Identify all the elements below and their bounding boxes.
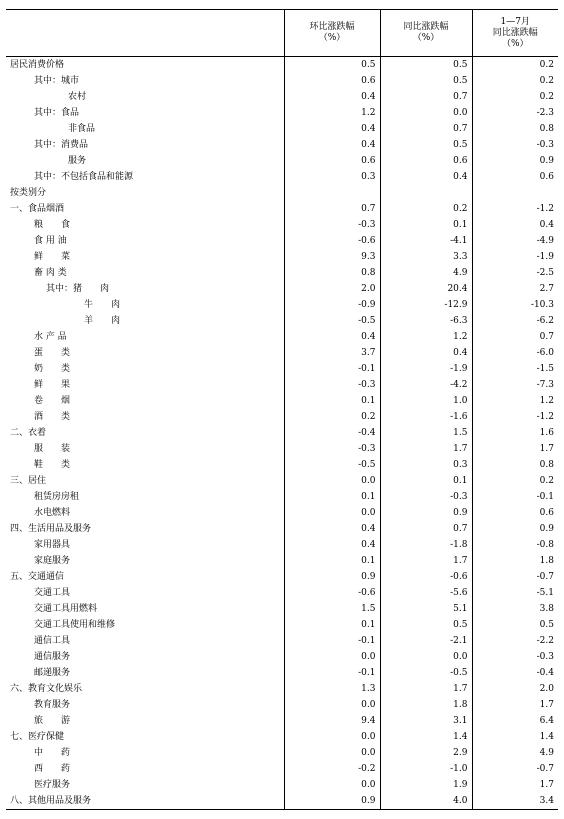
table-row bbox=[6, 121, 558, 137]
row-label: 通信服务 bbox=[34, 652, 71, 662]
header-mom: 环比涨跌幅 （%） bbox=[284, 10, 380, 57]
yoy-value: 5.1 bbox=[380, 601, 472, 617]
ytd-yoy-value: 1.6 bbox=[472, 425, 558, 441]
row-label: 鲜 果 bbox=[34, 380, 71, 390]
mom-value: 9.3 bbox=[284, 249, 380, 265]
mom-value: -0.2 bbox=[284, 761, 380, 777]
ytd-yoy-value: -0.1 bbox=[472, 489, 558, 505]
row-label: 酒 类 bbox=[34, 412, 71, 422]
yoy-value: 0.5 bbox=[380, 57, 472, 74]
yoy-value: 1.9 bbox=[380, 777, 472, 793]
ytd-yoy-value: -0.3 bbox=[472, 649, 558, 665]
mom-value: 0.4 bbox=[284, 121, 380, 137]
ytd-yoy-value: -1.9 bbox=[472, 249, 558, 265]
row-label: 通信工具 bbox=[34, 636, 71, 646]
yoy-value: -2.1 bbox=[380, 633, 472, 649]
yoy-value: -0.5 bbox=[380, 665, 472, 681]
ytd-yoy-value: 0.2 bbox=[472, 473, 558, 489]
ytd-yoy-value: 1.8 bbox=[472, 553, 558, 569]
mom-value: -0.3 bbox=[284, 377, 380, 393]
mom-value: 0.6 bbox=[284, 153, 380, 169]
yoy-value: 0.0 bbox=[380, 105, 472, 121]
yoy-value: 1.2 bbox=[380, 329, 472, 345]
header-yoy: 同比涨跌幅 （%） bbox=[380, 10, 472, 57]
mom-value: 0.1 bbox=[284, 617, 380, 633]
ytd-yoy-value: -5.1 bbox=[472, 585, 558, 601]
table-row bbox=[6, 745, 558, 761]
table-row bbox=[6, 409, 558, 425]
mom-value: 0.4 bbox=[284, 137, 380, 153]
mom-value: 0.8 bbox=[284, 265, 380, 281]
mom-value: 0.3 bbox=[284, 169, 380, 185]
mom-value: -0.4 bbox=[284, 425, 380, 441]
table-row bbox=[6, 105, 558, 121]
ytd-yoy-value: 3.8 bbox=[472, 601, 558, 617]
table-body bbox=[6, 57, 558, 810]
row-label: 非食品 bbox=[68, 124, 96, 134]
mom-value: 0.2 bbox=[284, 409, 380, 425]
yoy-value: -1.8 bbox=[380, 537, 472, 553]
table-row bbox=[6, 457, 558, 473]
row-label: 畜 肉 类 bbox=[34, 268, 67, 278]
yoy-value: 0.1 bbox=[380, 473, 472, 489]
row-label: 一、食品烟酒 bbox=[10, 204, 65, 214]
row-label: 旅 游 bbox=[34, 716, 71, 726]
table-row bbox=[6, 441, 558, 457]
yoy-value: 1.0 bbox=[380, 393, 472, 409]
table-row bbox=[6, 553, 558, 569]
cpi-table-container bbox=[6, 9, 558, 807]
yoy-value: 1.5 bbox=[380, 425, 472, 441]
mom-value: 0.4 bbox=[284, 89, 380, 105]
mom-value: 1.2 bbox=[284, 105, 380, 121]
mom-value: -0.1 bbox=[284, 633, 380, 649]
row-label: 中 药 bbox=[34, 748, 71, 758]
row-label: 二、衣着 bbox=[10, 428, 47, 438]
table-row bbox=[6, 761, 558, 777]
yoy-value: -6.3 bbox=[380, 313, 472, 329]
yoy-value: 0.6 bbox=[380, 153, 472, 169]
ytd-yoy-value: -1.2 bbox=[472, 409, 558, 425]
table-row bbox=[6, 313, 558, 329]
table-row bbox=[6, 633, 558, 649]
ytd-yoy-value: 2.7 bbox=[472, 281, 558, 297]
ytd-yoy-value: -0.3 bbox=[472, 137, 558, 153]
yoy-value: -0.3 bbox=[380, 489, 472, 505]
row-label: 家用器具 bbox=[34, 540, 71, 550]
table-row bbox=[6, 329, 558, 345]
mom-value: 0.7 bbox=[284, 201, 380, 217]
mom-value: 0.9 bbox=[284, 793, 380, 810]
yoy-value: 4.0 bbox=[380, 793, 472, 810]
row-label: 邮递服务 bbox=[34, 668, 71, 678]
row-label: 租赁房房租 bbox=[34, 492, 80, 502]
mom-value: 0.1 bbox=[284, 553, 380, 569]
row-label: 家庭服务 bbox=[34, 556, 71, 566]
ytd-yoy-value: 0.5 bbox=[472, 617, 558, 633]
table-row bbox=[6, 345, 558, 361]
mom-value: 0.0 bbox=[284, 473, 380, 489]
mom-value: -0.5 bbox=[284, 313, 380, 329]
row-label: 水 产 品 bbox=[34, 332, 67, 342]
row-label: 鲜 菜 bbox=[34, 252, 71, 262]
yoy-value: 1.7 bbox=[380, 441, 472, 457]
yoy-value: 0.7 bbox=[380, 521, 472, 537]
row-label: 粮 食 bbox=[34, 220, 71, 230]
ytd-yoy-value: 6.4 bbox=[472, 713, 558, 729]
yoy-value: 20.4 bbox=[380, 281, 472, 297]
row-label: 其中：不包括食品和能源 bbox=[34, 172, 134, 182]
row-label: 羊 肉 bbox=[84, 316, 121, 326]
ytd-yoy-value: -1.5 bbox=[472, 361, 558, 377]
ytd-yoy-value: -0.7 bbox=[472, 569, 558, 585]
mom-value: -0.9 bbox=[284, 297, 380, 313]
ytd-yoy-value: -2.5 bbox=[472, 265, 558, 281]
table-row bbox=[6, 249, 558, 265]
mom-value: -0.1 bbox=[284, 361, 380, 377]
mom-value: -0.1 bbox=[284, 665, 380, 681]
row-label: 八、其他用品及服务 bbox=[6, 793, 284, 810]
ytd-yoy-value: 4.9 bbox=[472, 745, 558, 761]
ytd-yoy-value: 0.6 bbox=[472, 505, 558, 521]
ytd-yoy-value bbox=[472, 185, 558, 201]
mom-value: -0.3 bbox=[284, 217, 380, 233]
row-label: 西 药 bbox=[34, 764, 71, 774]
ytd-yoy-value: 1.7 bbox=[472, 697, 558, 713]
row-label: 三、居住 bbox=[10, 476, 47, 486]
yoy-value: 1.7 bbox=[380, 681, 472, 697]
header-category bbox=[6, 10, 284, 57]
ytd-yoy-value: 0.9 bbox=[472, 153, 558, 169]
ytd-yoy-value: -2.2 bbox=[472, 633, 558, 649]
row-label: 按类别分 bbox=[10, 188, 47, 198]
ytd-yoy-value: 1.2 bbox=[472, 393, 558, 409]
table-row bbox=[6, 617, 558, 633]
yoy-value: 1.8 bbox=[380, 697, 472, 713]
cpi-table bbox=[6, 9, 558, 810]
mom-value: 0.0 bbox=[284, 745, 380, 761]
yoy-value: 0.1 bbox=[380, 217, 472, 233]
yoy-value: -1.9 bbox=[380, 361, 472, 377]
row-label: 农村 bbox=[68, 92, 87, 102]
table-row bbox=[6, 217, 558, 233]
mom-value: 0.0 bbox=[284, 649, 380, 665]
yoy-value: -1.6 bbox=[380, 409, 472, 425]
yoy-value bbox=[380, 185, 472, 201]
table-row bbox=[6, 601, 558, 617]
table-row bbox=[6, 185, 558, 201]
row-label: 卷 烟 bbox=[34, 396, 71, 406]
table-row bbox=[6, 569, 558, 585]
row-label: 鞋 类 bbox=[34, 460, 71, 470]
table-row bbox=[6, 489, 558, 505]
table-row bbox=[6, 681, 558, 697]
ytd-yoy-value: 1.7 bbox=[472, 441, 558, 457]
ytd-yoy-value: -6.2 bbox=[472, 313, 558, 329]
ytd-yoy-value: 0.9 bbox=[472, 521, 558, 537]
ytd-yoy-value: 3.4 bbox=[472, 793, 558, 810]
mom-value: 0.0 bbox=[284, 729, 380, 745]
yoy-value: 0.7 bbox=[380, 121, 472, 137]
mom-value: 0.5 bbox=[284, 57, 380, 74]
row-label: 牛 肉 bbox=[84, 300, 121, 310]
mom-value: 0.4 bbox=[284, 521, 380, 537]
row-label: 四、生活用品及服务 bbox=[10, 524, 92, 534]
mom-value: 1.3 bbox=[284, 681, 380, 697]
row-label: 其中：猪 肉 bbox=[46, 284, 110, 294]
row-label: 交通工具 bbox=[34, 588, 71, 598]
yoy-value: 0.4 bbox=[380, 345, 472, 361]
table-row bbox=[6, 425, 558, 441]
row-label: 七、医疗保健 bbox=[10, 732, 65, 742]
table-row bbox=[6, 697, 558, 713]
mom-value: 2.0 bbox=[284, 281, 380, 297]
mom-value: 0.0 bbox=[284, 777, 380, 793]
mom-value: 0.4 bbox=[284, 537, 380, 553]
ytd-yoy-value: -2.3 bbox=[472, 105, 558, 121]
table-row bbox=[6, 153, 558, 169]
table-row bbox=[6, 281, 558, 297]
ytd-yoy-value: -7.3 bbox=[472, 377, 558, 393]
table-row bbox=[6, 649, 558, 665]
table-row bbox=[6, 713, 558, 729]
ytd-yoy-value: 1.7 bbox=[472, 777, 558, 793]
table-row bbox=[6, 665, 558, 681]
yoy-value: 0.7 bbox=[380, 89, 472, 105]
row-label: 其中：城市 bbox=[34, 76, 80, 86]
ytd-yoy-value: 0.8 bbox=[472, 457, 558, 473]
row-label: 食 用 油 bbox=[34, 236, 67, 246]
mom-value bbox=[284, 185, 380, 201]
mom-value: 0.4 bbox=[284, 329, 380, 345]
table-row bbox=[6, 137, 558, 153]
yoy-value: -5.6 bbox=[380, 585, 472, 601]
table-row bbox=[6, 377, 558, 393]
yoy-value: 1.7 bbox=[380, 553, 472, 569]
table-row bbox=[6, 393, 558, 409]
table-header bbox=[6, 10, 558, 57]
ytd-yoy-value: -1.2 bbox=[472, 201, 558, 217]
row-label: 交通工具使用和维修 bbox=[34, 620, 116, 630]
row-label: 交通工具用燃料 bbox=[34, 604, 98, 614]
table-row bbox=[6, 57, 558, 74]
yoy-value: 0.3 bbox=[380, 457, 472, 473]
yoy-value: 0.5 bbox=[380, 137, 472, 153]
yoy-value: 0.5 bbox=[380, 617, 472, 633]
row-label: 医疗服务 bbox=[34, 780, 71, 790]
ytd-yoy-value: 0.4 bbox=[472, 217, 558, 233]
table-row bbox=[6, 473, 558, 489]
ytd-yoy-value: 2.0 bbox=[472, 681, 558, 697]
yoy-value: -4.1 bbox=[380, 233, 472, 249]
mom-value: 0.0 bbox=[284, 505, 380, 521]
row-label: 其中：消费品 bbox=[34, 140, 89, 150]
ytd-yoy-value: 1.4 bbox=[472, 729, 558, 745]
yoy-value: -12.9 bbox=[380, 297, 472, 313]
yoy-value: 0.9 bbox=[380, 505, 472, 521]
yoy-value: 0.5 bbox=[380, 73, 472, 89]
table-row bbox=[6, 505, 558, 521]
mom-value: 0.1 bbox=[284, 489, 380, 505]
yoy-value: 0.4 bbox=[380, 169, 472, 185]
table-row bbox=[6, 297, 558, 313]
ytd-yoy-value: 0.2 bbox=[472, 73, 558, 89]
mom-value: 0.6 bbox=[284, 73, 380, 89]
table-row bbox=[6, 521, 558, 537]
yoy-value: 1.4 bbox=[380, 729, 472, 745]
table-row bbox=[6, 201, 558, 217]
mom-value: -0.6 bbox=[284, 233, 380, 249]
yoy-value: 4.9 bbox=[380, 265, 472, 281]
yoy-value: 3.3 bbox=[380, 249, 472, 265]
table-row bbox=[6, 585, 558, 601]
row-label: 蛋 类 bbox=[34, 348, 71, 358]
mom-value: -0.6 bbox=[284, 585, 380, 601]
ytd-yoy-value: -6.0 bbox=[472, 345, 558, 361]
ytd-yoy-value: 0.2 bbox=[472, 89, 558, 105]
table-row bbox=[6, 265, 558, 281]
yoy-value: 2.9 bbox=[380, 745, 472, 761]
mom-value: -0.5 bbox=[284, 457, 380, 473]
row-label: 其中：食品 bbox=[34, 108, 80, 118]
table-row bbox=[6, 73, 558, 89]
mom-value: 3.7 bbox=[284, 345, 380, 361]
header-row bbox=[6, 10, 558, 57]
row-label: 居民消费价格 bbox=[10, 60, 65, 70]
mom-value: 1.5 bbox=[284, 601, 380, 617]
mom-value: 0.1 bbox=[284, 393, 380, 409]
row-label: 教育服务 bbox=[34, 700, 71, 710]
mom-value: -0.3 bbox=[284, 441, 380, 457]
row-label: 水电燃料 bbox=[34, 508, 71, 518]
yoy-value: 0.0 bbox=[380, 649, 472, 665]
table-row bbox=[6, 89, 558, 105]
yoy-value: -0.6 bbox=[380, 569, 472, 585]
table-row bbox=[6, 793, 558, 810]
header-ytd-yoy: 1—7月 同比涨跌幅 （%） bbox=[472, 10, 558, 57]
table-row bbox=[6, 361, 558, 377]
table-row bbox=[6, 777, 558, 793]
ytd-yoy-value: 0.7 bbox=[472, 329, 558, 345]
row-label: 服务 bbox=[68, 156, 87, 166]
ytd-yoy-value: -4.9 bbox=[472, 233, 558, 249]
row-label: 五、交通通信 bbox=[10, 572, 65, 582]
table-row bbox=[6, 169, 558, 185]
ytd-yoy-value: -0.4 bbox=[472, 665, 558, 681]
yoy-value: -4.2 bbox=[380, 377, 472, 393]
table-row bbox=[6, 233, 558, 249]
table-row bbox=[6, 729, 558, 745]
row-label: 六、教育文化娱乐 bbox=[10, 684, 83, 694]
yoy-value: -1.0 bbox=[380, 761, 472, 777]
yoy-value: 3.1 bbox=[380, 713, 472, 729]
mom-value: 9.4 bbox=[284, 713, 380, 729]
mom-value: 0.0 bbox=[284, 697, 380, 713]
yoy-value: 0.2 bbox=[380, 201, 472, 217]
ytd-yoy-value: 0.2 bbox=[472, 57, 558, 74]
ytd-yoy-value: 0.6 bbox=[472, 169, 558, 185]
ytd-yoy-value: -0.7 bbox=[472, 761, 558, 777]
row-label: 奶 类 bbox=[34, 364, 71, 374]
row-label: 服 装 bbox=[34, 444, 71, 454]
mom-value: 0.9 bbox=[284, 569, 380, 585]
ytd-yoy-value: -10.3 bbox=[472, 297, 558, 313]
ytd-yoy-value: 0.8 bbox=[472, 121, 558, 137]
table-row bbox=[6, 537, 558, 553]
ytd-yoy-value: -0.8 bbox=[472, 537, 558, 553]
